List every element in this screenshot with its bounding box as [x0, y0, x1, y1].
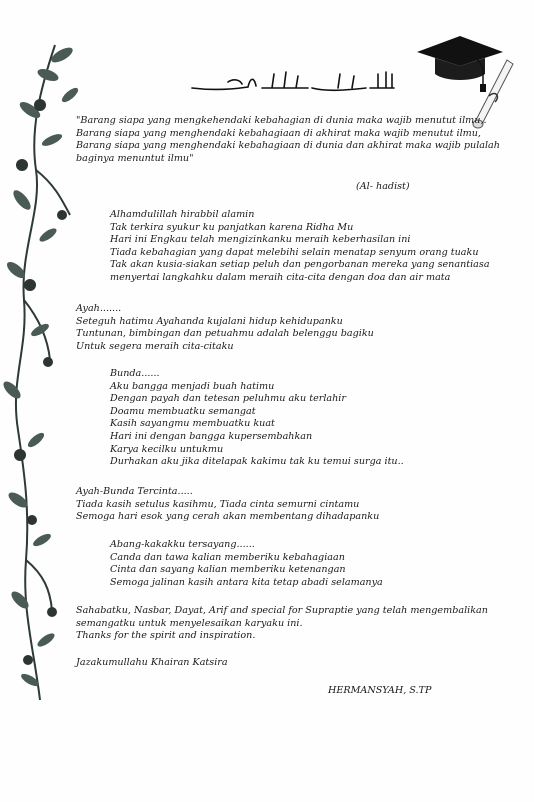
siblings-stanza [110, 539, 383, 589]
ayah-bunda-stanza [76, 486, 379, 524]
stanza-line: Seteguh hatimu Ayahanda kujalani hidup kehidupanku [76, 315, 343, 327]
stanza-line: semangatku untuk menyelesaikan karyaku ini. [76, 617, 303, 629]
stanza-line: Abang-kakakku tersayang...... [110, 539, 255, 550]
basmalah-calligraphy [188, 68, 398, 94]
stanza-line: Semoga hari esok yang cerah akan membentang dihadapanku [76, 511, 380, 523]
friends-stanza [76, 605, 488, 643]
stanza-line: Durhakan aku jika ditelapak kakimu tak ku temui surga itu.. [110, 456, 404, 468]
stanza-line: Ayah-Bunda Tercinta..... [76, 486, 193, 497]
stanza-line: Cinta dan sayang kalian memberiku ketenangan [110, 564, 346, 576]
quote-line: Barang siapa yang menghendaki kebahagiaan di akhirat maka wajib menutut ilmu, [76, 127, 481, 139]
opening-stanza [110, 209, 490, 285]
stanza-line: Alhamdulillah hirabbil alamin [110, 209, 255, 220]
quote-line: "Barang siapa yang mengkehendaki kebahagian di dunia maka wajib menutut ilmu,. [76, 115, 487, 126]
stanza-line: menyertai langkahku dalam meraih cita-cita dengan doa dan air mata [110, 271, 451, 283]
stanza-line: Tak terkira syukur ku panjatkan karena Ridha Mu [110, 221, 354, 233]
ayah-stanza [76, 303, 374, 353]
stanza-line: Semoga jalinan kasih antara kita tetap abadi selamanya [110, 576, 383, 588]
stanza-line: Doamu membuatku semangat [110, 405, 256, 417]
stanza-line: Canda dan tawa kalian memberiku kebahagiaan [110, 551, 345, 563]
stanza-line: Tak akan kusia-siakan setiap peluh dan pengorbanan mereka yang senantiasa [110, 259, 490, 271]
stanza-line: Hari ini dengan bangga kupersembahkan [110, 430, 313, 442]
author-signature: HERMANSYAH, S.TP [328, 685, 432, 696]
hadith-quote [76, 115, 500, 165]
stanza-line: Tiada kebahagian yang dapat melebihi selain menatap senyum orang tuaku [110, 246, 479, 258]
stanza-line: Hari ini Engkau telah mengizinkanku meraih keberhasilan ini [110, 234, 411, 246]
closing-line: Jazakumullahu Khairan Katsira [76, 657, 228, 668]
stanza-line: Kasih sayangmu membuatku kuat [110, 418, 275, 430]
stanza-line: Sahabatku, Nasbar, Dayat, Arif and special for Supraptie yang telah mengembalikan [76, 605, 488, 616]
stanza-line: Ayah....... [76, 303, 122, 314]
stanza-line: Bunda...... [110, 368, 160, 379]
quote-line: Barang siapa yang menghendaki kebahagiaan di dunia dan akhirat maka wajib pulalah [76, 140, 500, 152]
stanza-line: Untuk segera meraih cita-citaku [76, 340, 234, 352]
bunda-stanza [110, 368, 404, 469]
stanza-line: Dengan payah dan tetesan peluhmu aku terlahir [110, 393, 346, 405]
stanza-line: Karya kecilku untukmu [110, 443, 224, 455]
stanza-line: Thanks for the spirit and inspiration. [76, 630, 256, 642]
quote-line: baginya menuntut ilmu" [76, 152, 194, 164]
quote-source: (Al- hadist) [356, 181, 410, 192]
stanza-line: Aku bangga menjadi buah hatimu [110, 380, 275, 392]
stanza-line: Tiada kasih setulus kasihmu, Tiada cinta semurni cintamu [76, 498, 360, 510]
stanza-line: Tuntunan, bimbingan dan petuahmu adalah belenggu bagiku [76, 328, 374, 340]
